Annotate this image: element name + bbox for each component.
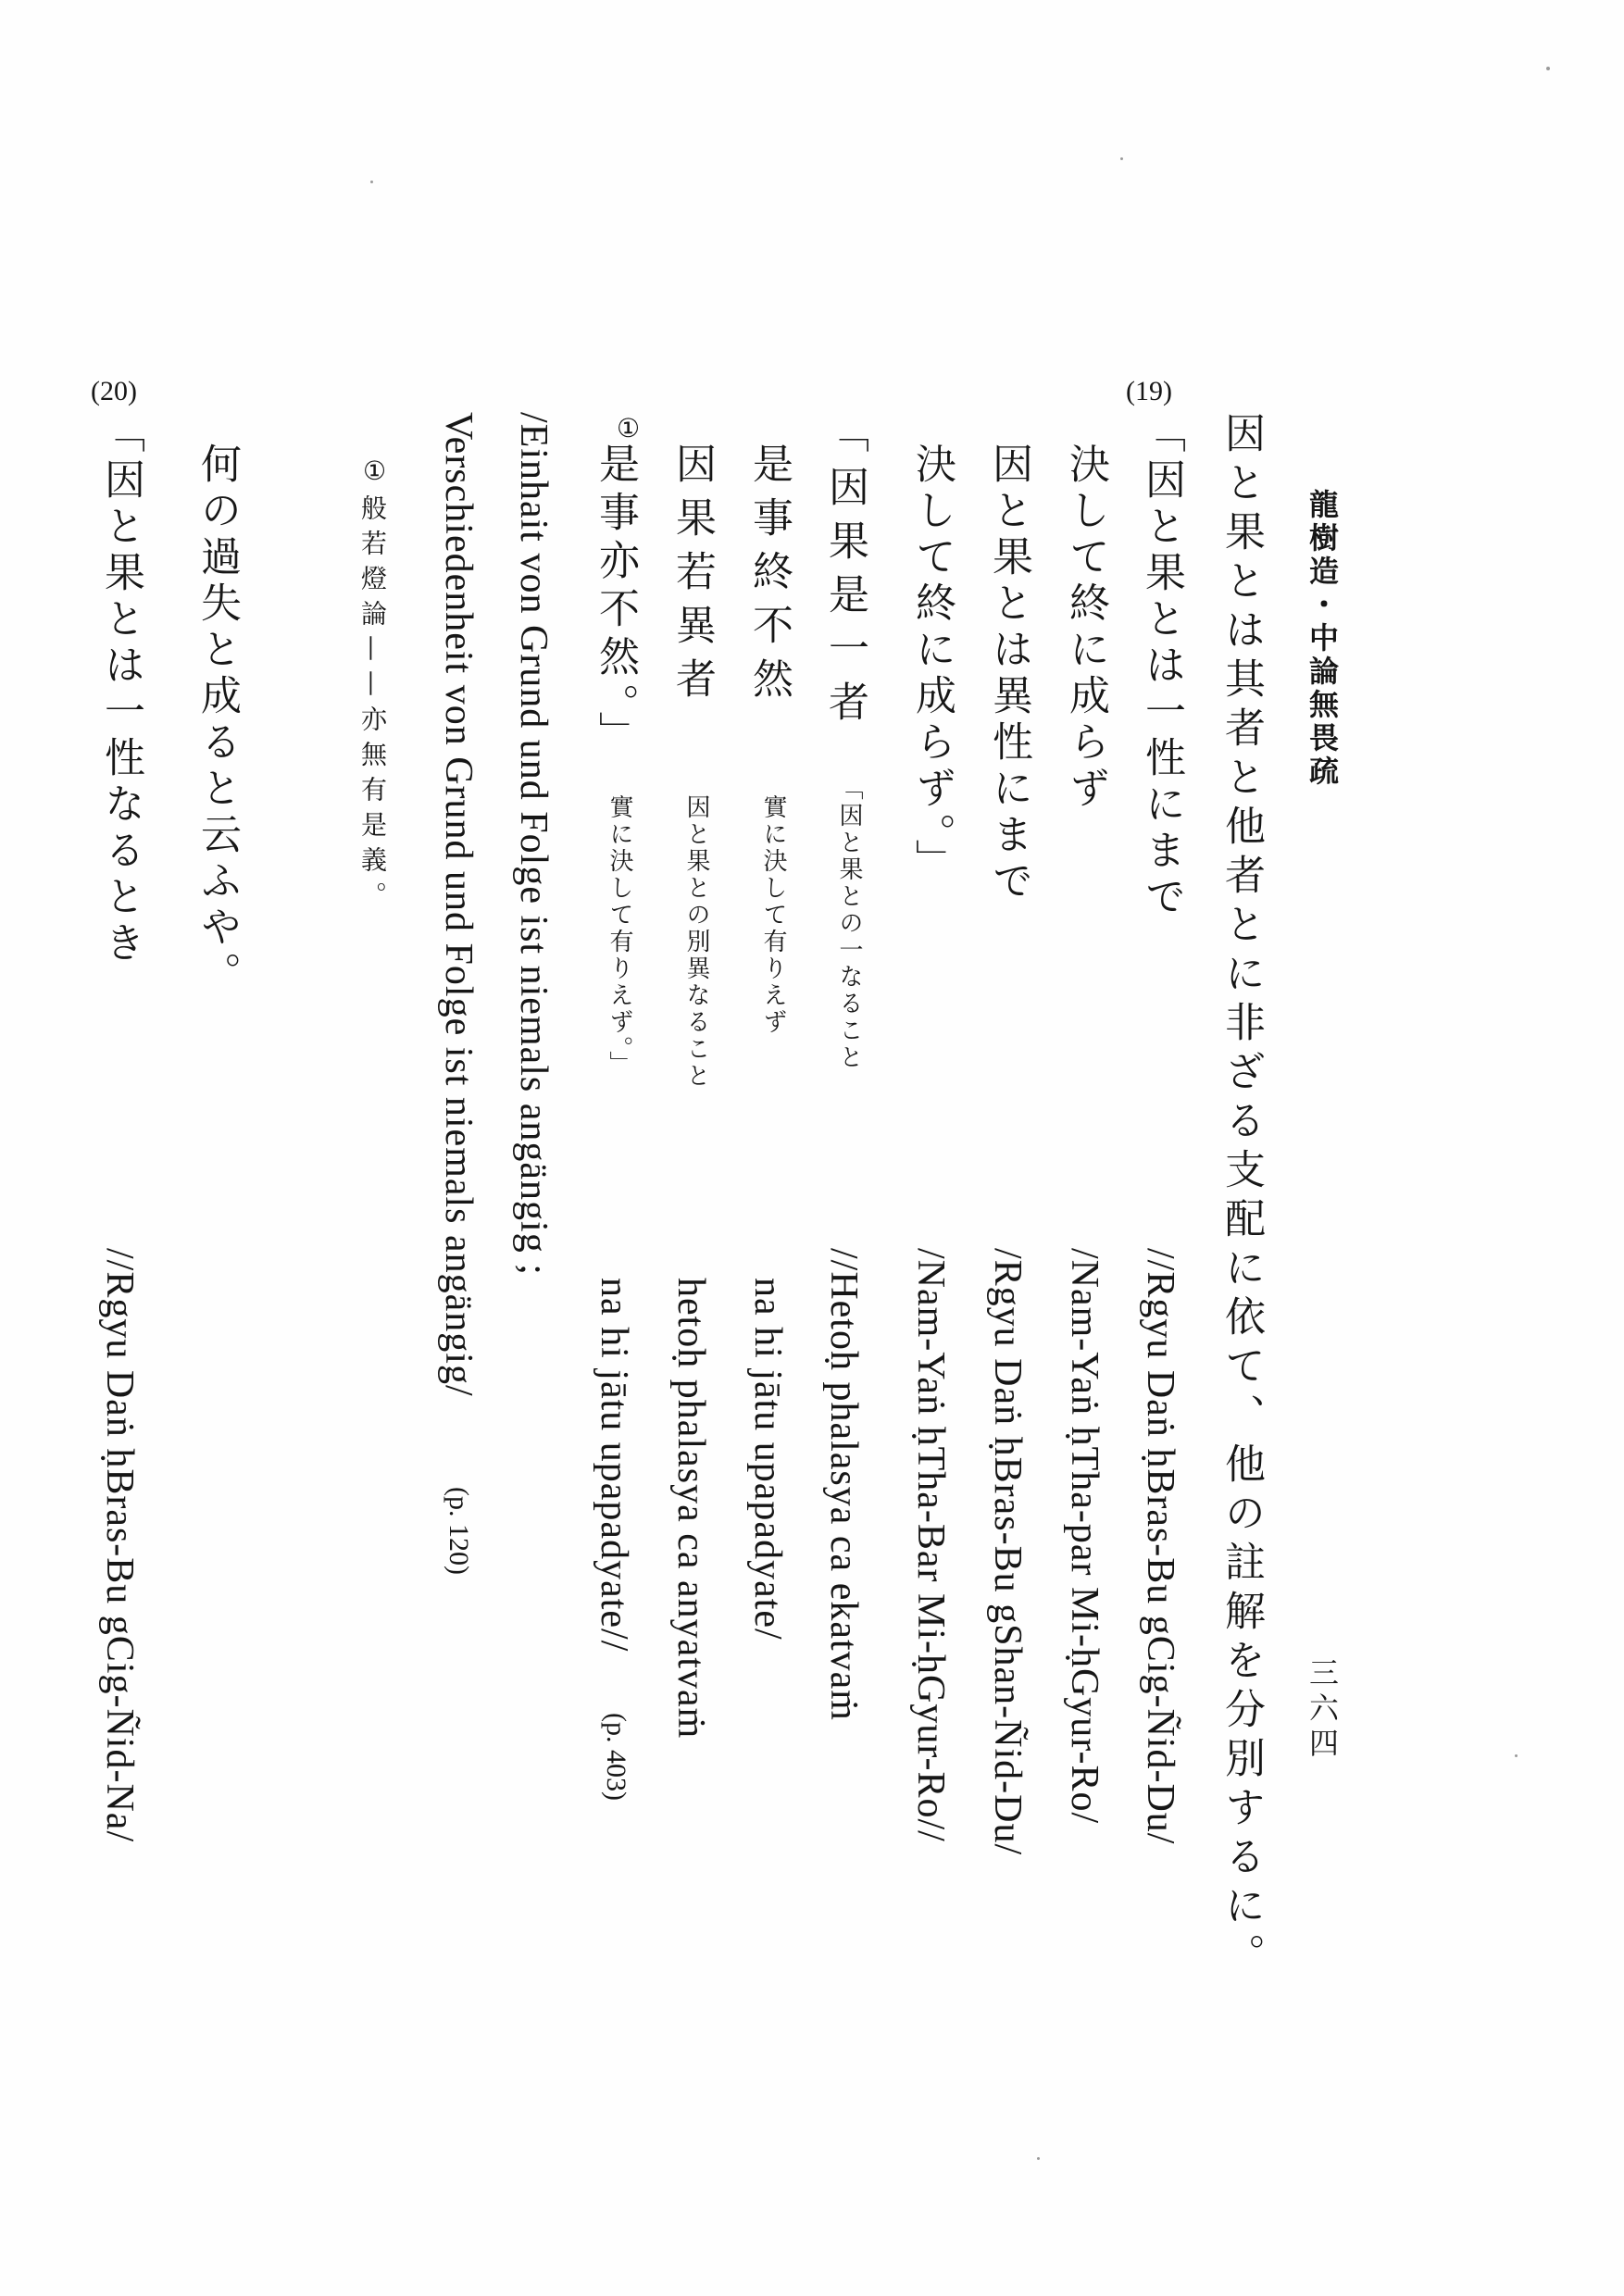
section-number-20: (20)	[91, 376, 137, 406]
sanskrit-verse-line-1: //Hetoḥ phalasya ca ekatvaṁ	[822, 1248, 865, 1721]
tibetan-verse-line-4: /Nam-Yaṅ ḥTha-Bar Mi-ḥGyur-Ro//	[909, 1248, 952, 1842]
running-title: 龍樹造・中論無畏疏	[1305, 489, 1340, 789]
sanskrit-verse-line-3: hetoḥ phalasya ca anyatvaṁ	[669, 1278, 712, 1740]
japanese-verse-line-1: 「因と果とは一性にまで	[1138, 412, 1185, 921]
section-20-japanese-line: 「因と果とは一性なるとき	[97, 412, 144, 967]
scan-speck	[1037, 2157, 1040, 2160]
german-line-1: /Einhait von Grund und Folge ist niemals angängig ;	[512, 412, 555, 1276]
gloss-line-1: 「因と果との一なること	[835, 776, 863, 1071]
section-number-19: (19)	[1126, 376, 1172, 406]
gloss-line-3: 因と果との別異なること	[682, 794, 710, 1090]
footnote-marker: ①	[363, 455, 387, 486]
japanese-verse-line-3: 因と果とは異性にまで	[985, 443, 1032, 905]
footnote-mark-1: ①	[617, 413, 641, 443]
sanskrit-verse-line-2: na hi jātu upapadyate/	[746, 1278, 789, 1641]
sanskrit-verse-line-4: na hi jātu upapadyate//	[593, 1278, 635, 1653]
intro-line: 因と果とは其者と他者とに非ざる支配に依て、他の註解を分別するに。	[1218, 412, 1265, 1982]
chinese-verse-line-4: 是事亦不然。」	[592, 443, 639, 759]
chinese-verse-line-1: 「因果是一者	[821, 412, 868, 734]
scan-speck	[370, 181, 373, 183]
question-line: 何の過失と成ると云ふや。	[194, 443, 241, 998]
gloss-line-2: 實に決して有りえず	[759, 794, 787, 1036]
scan-speck	[1120, 157, 1123, 160]
german-line-2: Verschiedenheit von Grund und Folge ist niemals angängig/	[437, 412, 480, 1397]
tibetan-verse-line-3: /Rgyu Daṅ ḥBras-Bu gShan-Ñid-Du/	[986, 1248, 1029, 1856]
chinese-verse-line-3: 因果若異者	[668, 443, 716, 711]
section-20-tibetan-line: //Rgyu Daṅ ḥBras-Bu gCig-Ñid-Na/	[98, 1248, 141, 1843]
tibetan-verse-line-1: //Rgyu Daṅ ḥBras-Bu gCig-Ñid-Du/	[1139, 1248, 1181, 1845]
japanese-verse-line-4: 決して終に成らず。」	[908, 443, 956, 885]
tibetan-verse-line-2: /Nam-Yaṅ ḥTha-par Mi-ḥGyur-Ro/	[1063, 1248, 1106, 1825]
japanese-verse-line-2: 決して終に成らず	[1062, 443, 1109, 813]
footnote-text: 般若燈論——亦無有是義。	[357, 494, 388, 917]
german-page-ref: (p. 120)	[443, 1487, 474, 1575]
scan-speck	[1515, 1754, 1518, 1757]
gloss-line-4: 實に決して有りえず。」	[606, 794, 633, 1078]
scan-speck	[1546, 67, 1550, 70]
page-number: 三六四	[1305, 1657, 1340, 1763]
sanskrit-page-ref: (p. 403)	[601, 1713, 631, 1801]
chinese-verse-line-2: 是事終不然	[745, 443, 793, 711]
